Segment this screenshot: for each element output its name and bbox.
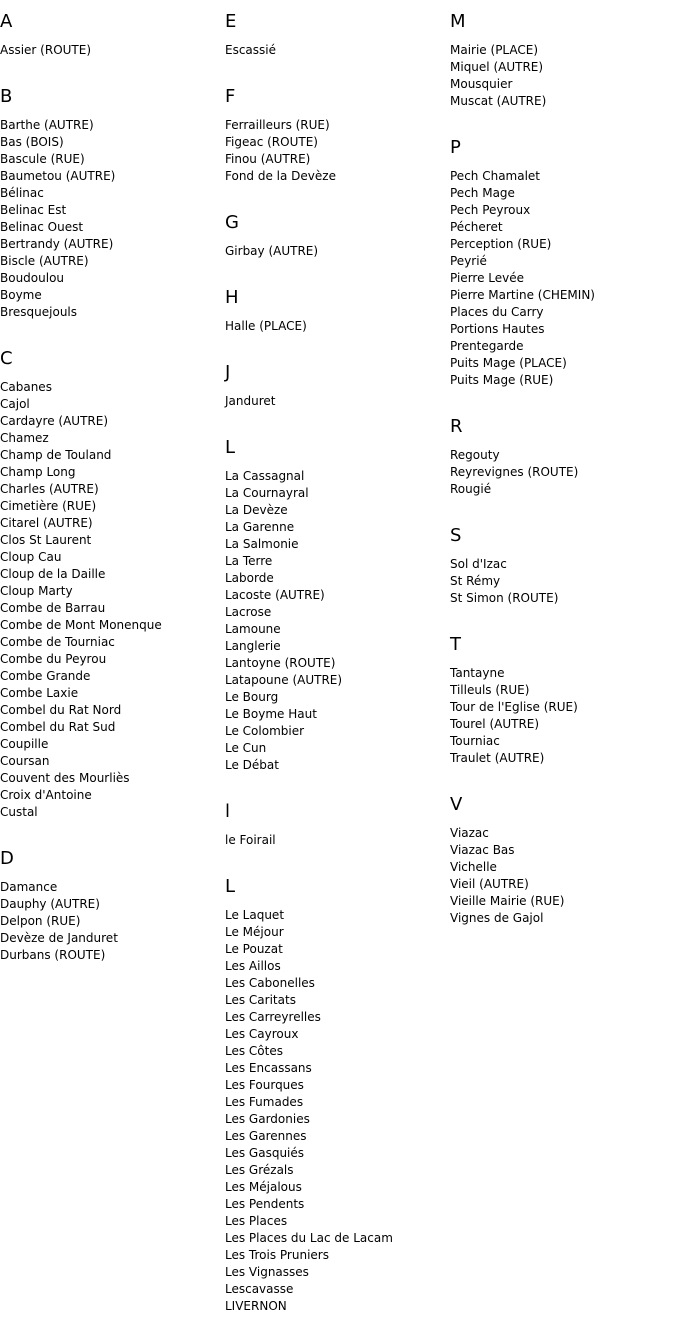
section-letter-heading: F: [225, 86, 236, 107]
section-letter-heading: C: [0, 348, 13, 369]
street-link[interactable]: Bas (BOIS): [0, 135, 64, 149]
street-link[interactable]: La Garenne: [225, 520, 295, 534]
street-link[interactable]: Traulet (AUTRE): [450, 751, 545, 765]
street-link[interactable]: Durbans (ROUTE): [0, 948, 106, 962]
street-link[interactable]: Pécheret: [450, 220, 503, 234]
street-list: [450, 665, 675, 767]
street-link[interactable]: Champ de Touland: [0, 448, 112, 462]
section-letter-heading: H: [225, 287, 239, 308]
letter-section: [450, 794, 675, 927]
street-link[interactable]: Chamez: [0, 431, 49, 445]
street-link[interactable]: Couvent des Mourliès: [0, 771, 130, 785]
street-link[interactable]: Les Fourques: [225, 1078, 304, 1092]
street-link[interactable]: Les Grézals: [225, 1163, 294, 1177]
street-link[interactable]: Assier (ROUTE): [0, 43, 92, 57]
street-link[interactable]: Le Cun: [225, 741, 267, 755]
letter-section: [450, 634, 675, 767]
street-link[interactable]: Lacoste (AUTRE): [225, 588, 325, 602]
section-letter-heading: l: [225, 801, 231, 822]
street-link[interactable]: Boudoulou: [0, 271, 65, 285]
street-link[interactable]: Devèze de Janduret: [0, 931, 118, 945]
street-link[interactable]: Bresquejouls: [0, 305, 78, 319]
street-link[interactable]: La Cassagnal: [225, 469, 305, 483]
street-link[interactable]: Vieil (AUTRE): [450, 877, 529, 891]
street-link[interactable]: Vieille Mairie (RUE): [450, 894, 565, 908]
street-link[interactable]: Croix d'Antoine: [0, 788, 92, 802]
street-link[interactable]: Charles (AUTRE): [0, 482, 99, 496]
street-link[interactable]: Combel du Rat Nord: [0, 703, 122, 717]
street-link[interactable]: Langlerie: [225, 639, 281, 653]
street-link[interactable]: Cloup de la Daille: [0, 567, 106, 581]
street-link[interactable]: Viazac: [450, 826, 489, 840]
street-link[interactable]: Combe de Barrau: [0, 601, 106, 615]
street-link[interactable]: Le Débat: [225, 758, 279, 772]
street-link[interactable]: La Salmonie: [225, 537, 299, 551]
street-link[interactable]: Cloup Marty: [0, 584, 73, 598]
letter-section: [225, 212, 450, 260]
letter-section: [225, 287, 450, 335]
street-list: [0, 879, 225, 964]
street-link[interactable]: Belinac Est: [0, 203, 67, 217]
street-link[interactable]: Les Cabonelles: [225, 976, 315, 990]
street-link[interactable]: Le Bourg: [225, 690, 279, 704]
street-link[interactable]: Vichelle: [450, 860, 497, 874]
street-link[interactable]: Les Cayroux: [225, 1027, 299, 1041]
street-link[interactable]: Bertrandy (AUTRE): [0, 237, 114, 251]
street-link[interactable]: Cabanes: [0, 380, 52, 394]
street-link[interactable]: Finou (AUTRE): [225, 152, 311, 166]
street-link[interactable]: Pech Chamalet: [450, 169, 541, 183]
street-link[interactable]: Coupille: [0, 737, 49, 751]
street-link[interactable]: Mairie (PLACE): [450, 43, 539, 57]
street-link[interactable]: Les Gardonies: [225, 1112, 310, 1126]
street-link[interactable]: Puits Mage (PLACE): [450, 356, 567, 370]
street-link[interactable]: Pech Peyroux: [450, 203, 531, 217]
street-link[interactable]: Tourel (AUTRE): [450, 717, 540, 731]
street-link[interactable]: Laborde: [225, 571, 274, 585]
street-link[interactable]: Combel du Rat Sud: [0, 720, 116, 734]
section-letter-heading: G: [225, 212, 239, 233]
street-link[interactable]: Peyrié: [450, 254, 487, 268]
street-list: [225, 117, 450, 185]
street-link[interactable]: Prentegarde: [450, 339, 524, 353]
letter-section: [450, 416, 675, 498]
street-list: [225, 832, 450, 849]
street-list: [225, 42, 450, 59]
street-link[interactable]: Le Boyme Haut: [225, 707, 317, 721]
letter-section: [450, 11, 675, 110]
street-link[interactable]: Ferrailleurs (RUE): [225, 118, 330, 132]
letter-section: [225, 437, 450, 774]
street-link[interactable]: Places du Carry: [450, 305, 544, 319]
letter-section: [0, 848, 225, 964]
street-link[interactable]: Les Encassans: [225, 1061, 312, 1075]
street-link[interactable]: St Rémy: [450, 574, 501, 588]
street-link[interactable]: Dauphy (AUTRE): [0, 897, 100, 911]
street-link[interactable]: Latapoune (AUTRE): [225, 673, 343, 687]
street-link[interactable]: La Devèze: [225, 503, 288, 517]
section-letter-heading: P: [450, 137, 461, 158]
street-link[interactable]: Muscat (AUTRE): [450, 94, 547, 108]
street-link[interactable]: Les Méjalous: [225, 1180, 302, 1194]
street-link[interactable]: Sol d'Izac: [450, 557, 507, 571]
section-letter-heading: L: [225, 876, 236, 897]
street-link[interactable]: Combe Laxie: [0, 686, 79, 700]
section-letter-heading: B: [0, 86, 13, 107]
street-link[interactable]: Les Places: [225, 1214, 288, 1228]
street-link[interactable]: Champ Long: [0, 465, 76, 479]
street-link[interactable]: Les Places du Lac de Lacam: [225, 1231, 393, 1245]
street-link[interactable]: Les Fumades: [225, 1095, 304, 1109]
street-link[interactable]: Combe de Mont Monenque: [0, 618, 162, 632]
street-link[interactable]: Cimetière (RUE): [0, 499, 97, 513]
street-link[interactable]: La Terre: [225, 554, 273, 568]
street-list: [450, 556, 675, 607]
letter-section: [225, 801, 450, 849]
street-link[interactable]: Fond de la Devèze: [225, 169, 336, 183]
street-link[interactable]: Viazac Bas: [450, 843, 515, 857]
street-list: [450, 42, 675, 110]
street-link[interactable]: Les Pendents: [225, 1197, 305, 1211]
street-link[interactable]: Belinac Ouest: [0, 220, 84, 234]
street-link[interactable]: Mousquier: [450, 77, 513, 91]
street-link[interactable]: Les Trois Pruniers: [225, 1248, 329, 1262]
street-list: [450, 447, 675, 498]
street-link[interactable]: Puits Mage (RUE): [450, 373, 554, 387]
street-link[interactable]: La Cournayral: [225, 486, 309, 500]
street-link[interactable]: Le Laquet: [225, 908, 285, 922]
section-letter-heading: E: [225, 11, 237, 32]
street-link[interactable]: Clos St Laurent: [0, 533, 92, 547]
street-link[interactable]: Custal: [0, 805, 38, 819]
street-list: [225, 318, 450, 335]
street-list: [0, 42, 225, 59]
street-link[interactable]: Bélinac: [0, 186, 44, 200]
section-letter-heading: V: [450, 794, 463, 815]
street-link[interactable]: Tantayne: [450, 666, 505, 680]
street-link[interactable]: Les Carreyrelles: [225, 1010, 321, 1024]
street-link[interactable]: Pierre Levée: [450, 271, 525, 285]
section-letter-heading: D: [0, 848, 14, 869]
street-list: [225, 393, 450, 410]
street-link[interactable]: Les Caritats: [225, 993, 296, 1007]
section-letter-heading: M: [450, 11, 466, 32]
street-link[interactable]: Regouty: [450, 448, 500, 462]
street-link[interactable]: Lacrose: [225, 605, 272, 619]
street-link[interactable]: Lantoyne (ROUTE): [225, 656, 336, 670]
street-list: [450, 168, 675, 389]
street-link[interactable]: St Simon (ROUTE): [450, 591, 559, 605]
street-list: [0, 379, 225, 821]
street-link[interactable]: Miquel (AUTRE): [450, 60, 544, 74]
letter-section: [0, 348, 225, 821]
street-link[interactable]: Delpon (RUE): [0, 914, 81, 928]
street-link[interactable]: Citarel (AUTRE): [0, 516, 93, 530]
street-link[interactable]: Cajol: [0, 397, 30, 411]
letter-section: [450, 525, 675, 607]
street-list: [225, 468, 450, 774]
section-letter-heading: T: [450, 634, 461, 655]
section-letter-heading: A: [0, 11, 13, 32]
index-column: [0, 0, 225, 1318]
street-link[interactable]: Perception (RUE): [450, 237, 552, 251]
street-link[interactable]: Les Côtes: [225, 1044, 283, 1058]
street-list: [225, 907, 450, 1315]
street-link[interactable]: Les Gasquiés: [225, 1146, 305, 1160]
letter-section: [0, 86, 225, 321]
section-letter-heading: L: [225, 437, 236, 458]
street-link[interactable]: Pech Mage: [450, 186, 515, 200]
street-link[interactable]: Coursan: [0, 754, 50, 768]
street-link[interactable]: Tour de l'Eglise (RUE): [450, 700, 578, 714]
street-link[interactable]: Portions Hautes: [450, 322, 545, 336]
street-link[interactable]: Lamoune: [225, 622, 281, 636]
letter-section: [225, 86, 450, 185]
section-letter-heading: S: [450, 525, 462, 546]
street-link[interactable]: LIVERNON: [225, 1299, 287, 1313]
street-link[interactable]: Le Méjour: [225, 925, 284, 939]
street-link[interactable]: Les Aillos: [225, 959, 281, 973]
street-link[interactable]: Lescavasse: [225, 1282, 294, 1296]
letter-section: [225, 362, 450, 410]
street-link[interactable]: Combe Grande: [0, 669, 91, 683]
index-column: [450, 0, 675, 1318]
street-link[interactable]: Boyme: [0, 288, 42, 302]
street-list: [450, 825, 675, 927]
street-link[interactable]: Tourniac: [450, 734, 500, 748]
street-link[interactable]: Baumetou (AUTRE): [0, 169, 116, 183]
street-link[interactable]: Girbay (AUTRE): [225, 244, 319, 258]
street-link[interactable]: Pierre Martine (CHEMIN): [450, 288, 595, 302]
street-link[interactable]: Bascule (RUE): [0, 152, 85, 166]
street-link[interactable]: Combe de Tourniac: [0, 635, 115, 649]
street-link[interactable]: Figeac (ROUTE): [225, 135, 318, 149]
street-link[interactable]: Barthe (AUTRE): [0, 118, 94, 132]
street-link[interactable]: Janduret: [225, 394, 276, 408]
street-link[interactable]: le Foirail: [225, 833, 276, 847]
letter-section: [450, 137, 675, 389]
street-link[interactable]: Cloup Cau: [0, 550, 62, 564]
street-link[interactable]: Halle (PLACE): [225, 319, 307, 333]
letter-section: [225, 11, 450, 59]
index-column: [225, 0, 450, 1318]
street-link[interactable]: Biscle (AUTRE): [0, 254, 89, 268]
street-link[interactable]: Rougié: [450, 482, 492, 496]
street-link[interactable]: Reyrevignes (ROUTE): [450, 465, 579, 479]
letter-section: [0, 11, 225, 59]
street-link[interactable]: Le Colombier: [225, 724, 305, 738]
street-link[interactable]: Tilleuls (RUE): [450, 683, 530, 697]
street-link[interactable]: Les Vignasses: [225, 1265, 309, 1279]
street-link[interactable]: Les Garennes: [225, 1129, 307, 1143]
section-letter-heading: J: [225, 362, 231, 383]
street-link[interactable]: Combe du Peyrou: [0, 652, 107, 666]
street-list: [0, 117, 225, 321]
street-link[interactable]: Cardayre (AUTRE): [0, 414, 108, 428]
street-list: [225, 243, 450, 260]
letter-section: [225, 876, 450, 1315]
section-letter-heading: R: [450, 416, 463, 437]
street-link[interactable]: Damance: [0, 880, 58, 894]
street-link[interactable]: Vignes de Gajol: [450, 911, 544, 925]
street-link[interactable]: Le Pouzat: [225, 942, 283, 956]
street-link[interactable]: Escassié: [225, 43, 277, 57]
